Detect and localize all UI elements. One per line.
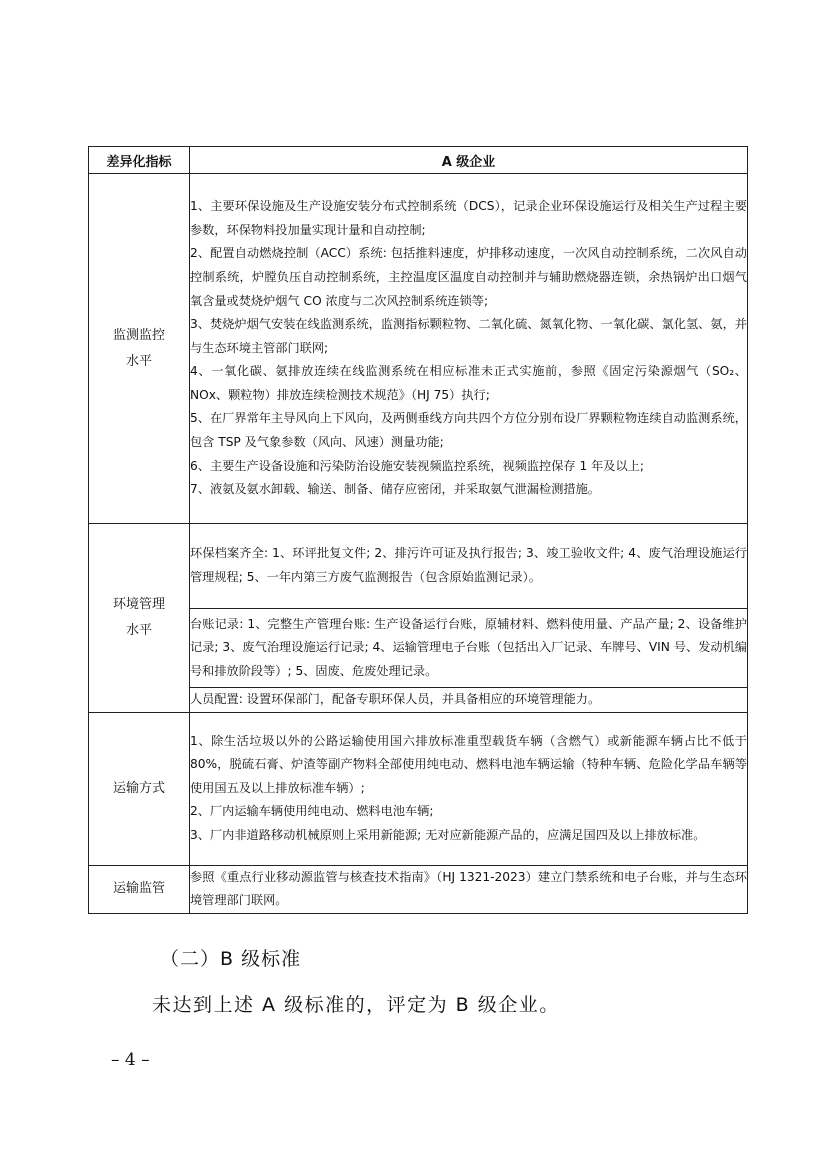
row-content-staffing [190, 688, 748, 713]
label-line: 监测监控 [112, 327, 165, 343]
header-indicator: 差异化指标 [89, 147, 190, 174]
list-item: 4、一氧化碳、氨排放连续在线监测系统在相应标准未正式实施前，参照《固定污染源烟气（SO₂、NOx、颗粒物）排放连续检测技术规范》（HJ 75）执行; [190, 364, 747, 402]
list-item: 3、厂内非道路移动机械原则上采用新能源; 无对应新能源产品的，应满足国四及以上排放标准。 [190, 827, 706, 842]
list-item: 3、焚烧炉烟气安装在线监测系统，监测指标颗粒物、二氧化硫、氮氧化物、一氧化碳、氯化氢、氨，并与生态环境主管部门联网; [190, 317, 747, 355]
label-line: 水平 [125, 622, 152, 638]
list-item: 环保档案齐全: 1、环评批复文件; 2、排污许可证及执行报告; 3、竣工验收文件; 4、废气治理设施运行管理规程; 5、一年内第三方废气监测报告（包含原始监测记录）。 [190, 546, 747, 584]
row-label-transport [89, 712, 190, 865]
list-item: 台账记录: 1、完整生产管理台账: 生产设备运行台账，原辅材料、燃料使用量、产品产量; 2、设备维护记录; 3、废气治理设施运行记录; 4、运输管理电子台账（包括出入厂记录、车牌号、VIN 号、发动机编号和排放阶段等）; 5、固废、危废处理记录。 [190, 616, 747, 678]
list-item: 2、厂内运输车辆使用纯电动、燃料电池车辆; [190, 804, 434, 819]
row-label-monitoring [89, 174, 190, 524]
row-content-transport [190, 712, 748, 865]
row-content-transport-supervision [190, 865, 748, 913]
page-number: – 4 – [111, 1050, 150, 1070]
header-a-level: A 级企业 [190, 147, 748, 174]
label-line: 运输方式 [112, 780, 165, 796]
table-row [89, 524, 748, 609]
label-line: 水平 [125, 353, 152, 369]
row-content-monitoring [190, 174, 748, 524]
table-row [89, 174, 748, 524]
table-header-row [89, 147, 748, 174]
list-item: 5、在厂界常年主导风向上下风向，及两侧垂线方向共四个方位分别布设厂界颗粒物连续自动监测系统，包含 TSP 及气象参数（风向、风速）测量功能; [190, 411, 747, 450]
grading-table [88, 146, 748, 914]
row-content-archives [190, 524, 748, 609]
table-row [89, 865, 748, 913]
list-item: 人员配置: 设置环保部门，配备专职环保人员，并具备相应的环境管理能力。 [190, 692, 601, 706]
table-row [89, 712, 748, 865]
list-item: 1、主要环保设施及生产设施安装分布式控制系统（DCS），记录企业环保设施运行及相关生产过程主要参数，环保物料投加量实现计量和自动控制; [190, 199, 747, 237]
row-label-management [89, 524, 190, 713]
list-item: 1、除生活垃圾以外的公路运输使用国六排放标准重型载货车辆（含燃气）或新能源车辆占比不低于 80%，脱硫石膏、炉渣等副产物料全部使用纯电动、燃料电池车辆运输（特种车辆、危险化学品车辆等使用国五及以上排放标准车辆）; [190, 733, 747, 795]
body-paragraph: 未达到上述 A 级标准的，评定为 B 级企业。 [152, 994, 560, 1016]
row-label-transport-supervision [89, 865, 190, 913]
label-line: 环境管理 [112, 596, 165, 612]
label-line: 运输监管 [112, 881, 165, 897]
list-item: 6、主要生产设备设施和污染防治设施安装视频监控系统，视频监控保存 1 年及以上; [190, 458, 644, 473]
list-item: 参照《重点行业移动源监管与核查技术指南》（HJ 1321-2023）建立门禁系统和电子台账，并与生态环境管理部门联网。 [190, 869, 747, 908]
row-content-ledger [190, 609, 748, 688]
list-item: 2、配置自动燃烧控制（ACC）系统: 包括推料速度，炉排移动速度，一次风自动控制系统，二次风自动控制系统，炉膛负压自动控制系统，主控温度区温度自动控制并与辅助燃烧器连锁，余热锅炉出口烟气氧含量或焚烧炉烟气 CO 浓度与二次风控制系统连锁等; [190, 246, 747, 308]
section-heading: （二）B 级标准 [160, 948, 302, 970]
list-item: 7、液氨及氨水卸载、输送、制备、储存应密闭，并采取氨气泄漏检测措施。 [190, 482, 600, 497]
